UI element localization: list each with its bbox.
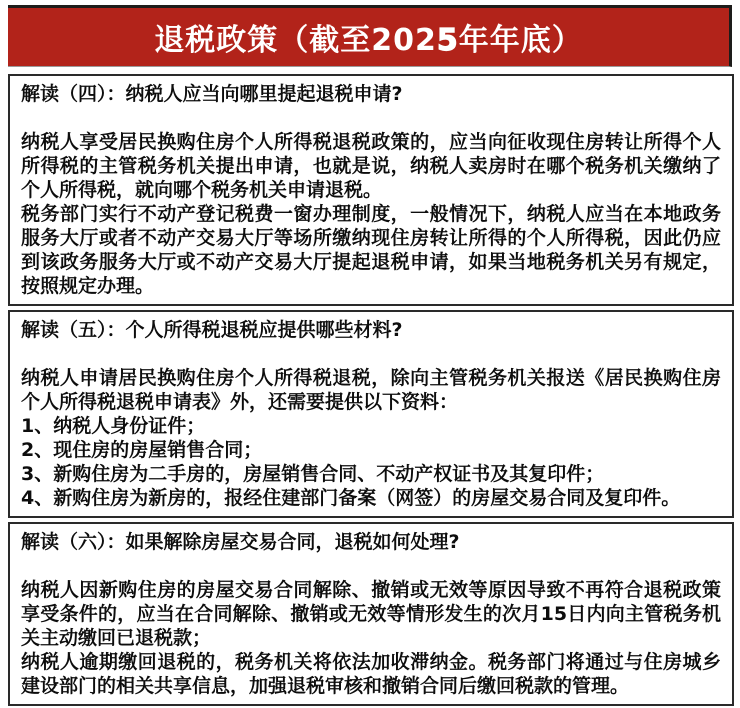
section-interpretation-5 xyxy=(8,310,734,518)
paragraph: 纳税人享受居民换购住房个人所得税退税政策的，应当向征收现住房转让所得个人所得税的主管税务机关提出申请，也就是说，纳税人卖房时在哪个税务机关缴纳了个人所得税，就向哪个税务机关申请退税。 xyxy=(21,131,721,201)
paragraph: 纳税人因新购住房的房屋交易合同解除、撤销或无效等原因导致不再符合退税政策享受条件的，应当在合同解除、撤销或无效等情形发生的次月15日内向主管税务机关主动缴回已退税款； xyxy=(21,579,721,649)
section-heading: 解读（四）：纳税人应当向哪里提起退税申请? xyxy=(21,83,403,105)
material-list-item: 4、新购住房为新房的，报经住建部门备案（网签）的房屋交易合同及复印件。 xyxy=(21,487,681,509)
page-title-prefix: 退税政策（截至202 xyxy=(154,23,437,58)
paragraph: 纳税人申请居民换购住房个人所得税退税，除向主管税务机关报送《居民换购住房个人所得税退税申请表》外，还需要提供以下资料： xyxy=(21,367,721,413)
material-list-item: 3、新购住房为二手房的，房屋销售合同、不动产权证书及其复印件； xyxy=(21,463,605,485)
paragraph: 纳税人逾期缴回退税的，税务机关将依法加收滞纳金。税务部门将通过与住房城乡建设部门的相关共享信息，加强退税审核和撤销合同后缴回税款的管理。 xyxy=(21,651,721,697)
paragraph: 税务部门实行不动产登记税费一窗办理制度，一般情况下，纳税人应当在本地政务服务大厅或者不动产交易大厅等场所缴纳现住房转让所得的个人所得税，因此仍应到该政务服务大厅或不动产交易大厅提起退税申请，如果当地税务机关另有规定，按照规定办理。 xyxy=(21,203,721,297)
title-banner xyxy=(8,5,732,67)
material-list-item: 2、现住房的房屋销售合同； xyxy=(21,439,263,461)
section-interpretation-4 xyxy=(8,74,734,306)
section-interpretation-6 xyxy=(8,522,734,706)
material-list-item: 1、纳税人身份证件； xyxy=(21,415,206,437)
page-title xyxy=(154,15,583,59)
page-title-emphasized-digit: 5 xyxy=(436,23,459,58)
section-heading: 解读（五）：个人所得税退税应提供哪些材料? xyxy=(21,319,403,341)
section-heading: 解读（六）：如果解除房屋交易合同，退税如何处理? xyxy=(21,531,460,553)
page-title-suffix: 年年底） xyxy=(458,23,583,58)
